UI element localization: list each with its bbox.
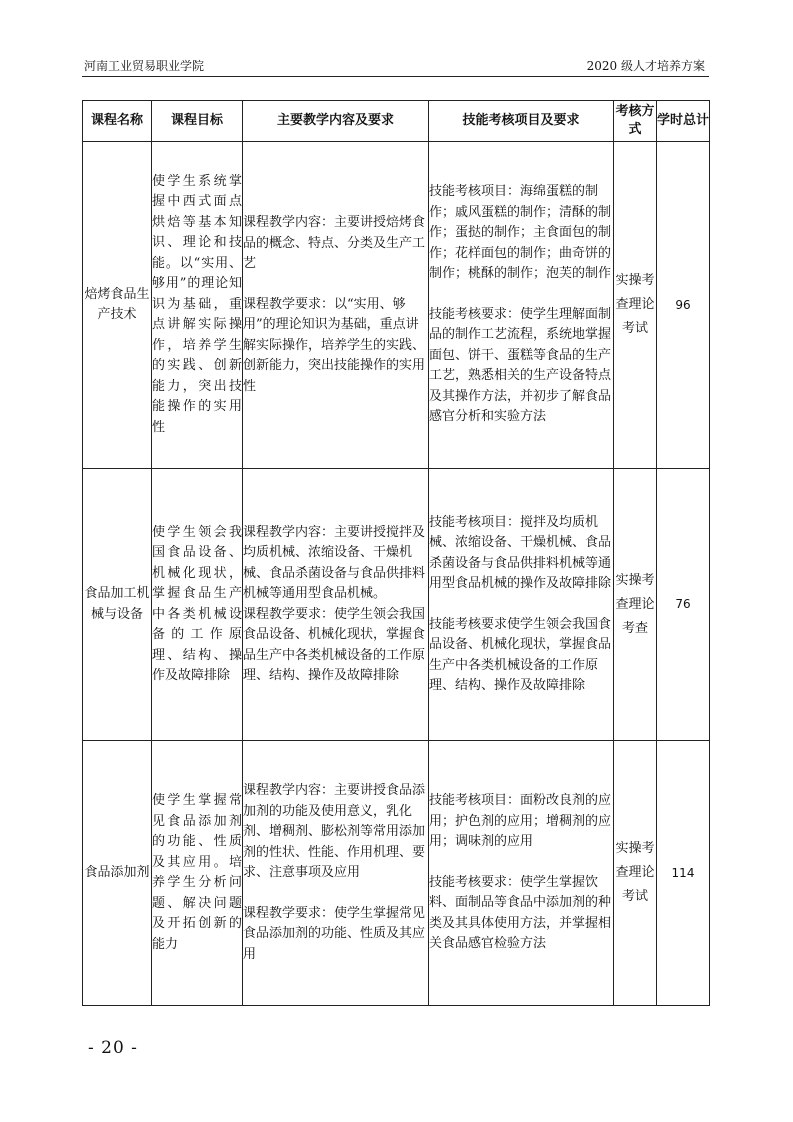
skill-requirement: 技能考核要求：使学生理解面制品的制作工艺流程，系统地掌握面包、饼干、蛋糕等食品的生产工艺，熟悉相关的生产设备特点及其操作方法，并初步了解食品感官分析和实验方法 [429, 306, 612, 425]
table-row [83, 142, 710, 469]
course-method: 实操考查理论考试 [614, 741, 657, 1006]
col-header-goal: 课程目标 [152, 101, 243, 142]
course-hours: 114 [657, 741, 710, 1006]
course-skill [429, 741, 614, 1006]
col-header-content: 主要教学内容及要求 [243, 101, 429, 142]
header-document-title: 2020 级人才培养方案 [586, 59, 705, 73]
course-goal: 使学生掌握常见食品添加剂的功能、性质及其应用。培养学生分析问题、解决问题及开拓创新的能力 [152, 741, 243, 1006]
table-row [83, 469, 710, 741]
content-text: 课程教学内容：主要讲授搅拌及均质机械、浓缩设备、干燥机械、食品杀菌设备与食品供排料机械等通用型食品机械。 [243, 524, 426, 601]
table-row [83, 741, 710, 1006]
course-name: 焙烤食品生产技术 [83, 142, 152, 469]
header-rule [82, 76, 709, 77]
course-skill [429, 142, 614, 469]
course-hours: 96 [657, 142, 710, 469]
page-header [82, 56, 707, 76]
content-requirement: 课程教学要求：使学生掌握常见食品添加剂的功能、性质及其应用 [243, 905, 426, 962]
col-header-method: 考核方式 [614, 101, 657, 142]
col-header-skill: 技能考核项目及要求 [429, 101, 614, 142]
course-goal: 使学生系统掌握中西式面点烘焙等基本知识、理论和技能。以“实用、够用”的理论知识为基础，重点讲解实际操作，培养学生的实践、创新能力，突出技能操作的实用性 [152, 142, 243, 469]
skill-project: 技能考核项目：搅拌及均质机械、浓缩设备、干燥机械、食品杀菌设备与食品供排料机械等通用型食品机械的操作及故障排除 [429, 514, 612, 591]
header-institution: 河南工业贸易职业学院 [84, 59, 205, 73]
course-goal: 使学生领会我国食品设备、机械化现状，掌握食品生产中各类机械设备的工作原理、结构、操作及故障排除 [152, 469, 243, 741]
content-requirement: 课程教学要求：使学生领会我国食品设备、机械化现状，掌握食品生产中各类机械设备的工作原理、结构、操作及故障排除 [243, 606, 426, 683]
course-hours: 76 [657, 469, 710, 741]
content-text: 课程教学内容：主要讲授焙烤食品的概念、特点、分类及生产工艺 [243, 215, 426, 271]
content-requirement: 课程教学要求：以“实用、够用”的理论知识为基础，重点讲解实际操作，培养学生的实践、创新能力，突出技能操作的实用性 [243, 296, 426, 394]
skill-project: 技能考核项目：海绵蛋糕的制作；戚风蛋糕的制作；清酥的制作；蛋挞的制作；主食面包的制作；花样面包的制作；曲奇饼的制作；桃酥的制作；泡芙的制作 [429, 184, 612, 282]
page-number: - 20 - [88, 1038, 138, 1058]
course-content [243, 142, 429, 469]
course-skill [429, 469, 614, 741]
course-name: 食品加工机械与设备 [83, 469, 152, 741]
content-text: 课程教学内容：主要讲授食品添加剂的功能及使用意义，乳化剂、增稠剂、膨松剂等常用添加剂的性状、性能、作用机理、要求、注意事项及应用 [243, 783, 426, 880]
table-header-row [83, 101, 710, 142]
skill-requirement: 技能考核要求：使学生掌握饮料、面制品等食品中添加剂的种类及其具体使用方法，并掌握相关食品感官检验方法 [429, 874, 612, 952]
skill-project: 技能考核项目：面粉改良剂的应用；护色剂的应用；增稠剂的应用；调味剂的应用 [429, 793, 612, 850]
course-name: 食品添加剂 [83, 741, 152, 1006]
course-method: 实操考查理论考试 [614, 142, 657, 469]
course-content [243, 469, 429, 741]
course-method: 实操考查理论考查 [614, 469, 657, 741]
col-header-hours: 学时总计 [657, 101, 710, 142]
skill-requirement: 技能考核要求使学生领会我国食品设备、机械化现状，掌握食品生产中各类机械设备的工作原理、结构、操作及故障排除 [429, 616, 612, 693]
col-header-name: 课程名称 [83, 101, 152, 142]
course-content [243, 741, 429, 1006]
course-table [82, 100, 710, 1006]
